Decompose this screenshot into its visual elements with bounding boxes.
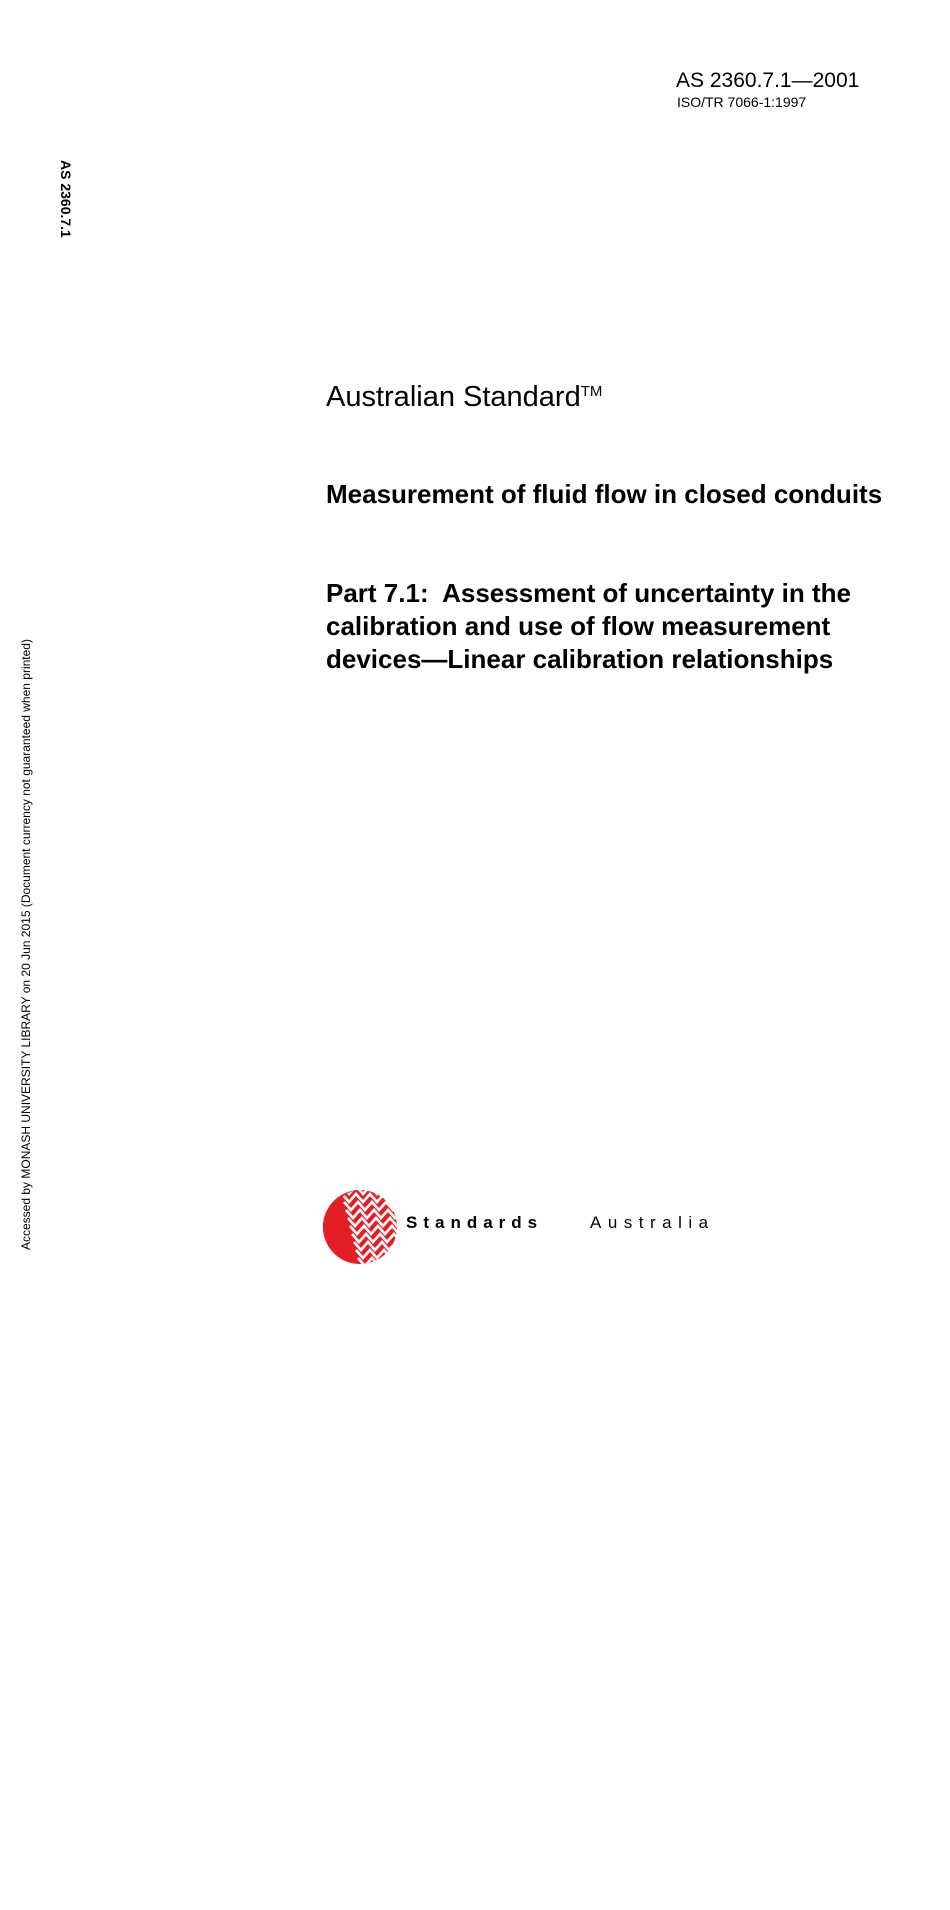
- spine-label: [44, 160, 84, 240]
- standard-type: [326, 374, 602, 415]
- standards-australia-logo: [322, 1186, 742, 1268]
- document-subtitle: Part 7.1: Assessment of uncertainty in the calibration and use of flow measurement devices—Linear calibration relationships: [326, 578, 859, 674]
- logo-wordmark-australia: Australia: [590, 1213, 715, 1232]
- standard-type-text: Australian Standard: [326, 381, 581, 413]
- spine-label-text: AS 2360.7.1: [58, 160, 74, 238]
- access-note-text: Accessed by MONASH UNIVERSITY LIBRARY on 20 Jun 2015 (Document currency not guaranteed when printed): [19, 639, 33, 1250]
- logo-wordmark-standards: Standards: [406, 1213, 544, 1232]
- access-note: [19, 639, 39, 1910]
- trademark-symbol: TM: [580, 383, 603, 400]
- standard-number: AS 2360.7.1—2001: [676, 69, 860, 92]
- logo-mark-icon: [322, 1186, 402, 1268]
- iso-reference: ISO/TR 7066-1:1997: [677, 94, 807, 110]
- document-title: Measurement of fluid flow in closed conduits: [326, 479, 883, 509]
